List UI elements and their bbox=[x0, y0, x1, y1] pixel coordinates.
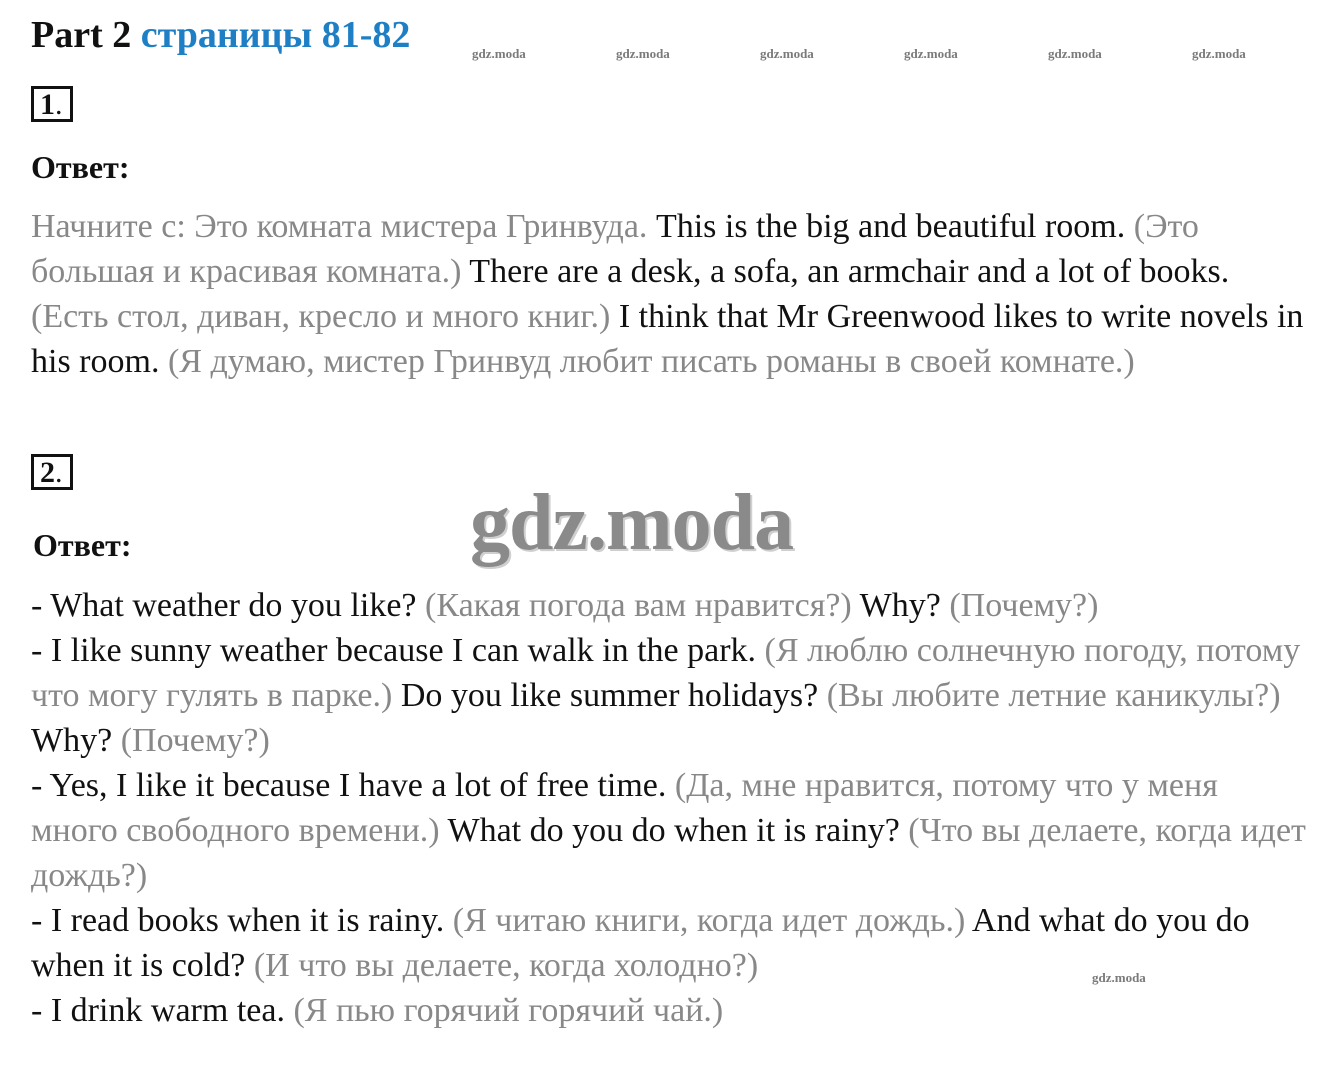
translation-text: Начните с: Это комната мистера Гринвуда. bbox=[31, 208, 648, 245]
english-text: There are a desk, a sofa, an armchair and a lot of books. bbox=[461, 253, 1230, 290]
english-text: What do you do when it is rainy? bbox=[439, 812, 900, 849]
english-text: Do you like summer holidays? bbox=[392, 677, 819, 714]
translation-text: (И что вы делаете, когда холодно?) bbox=[245, 947, 759, 984]
watermark-logo: gdz.moda bbox=[616, 46, 670, 61]
watermark-logo: gdz.moda bbox=[1048, 46, 1102, 61]
translation-text: (Есть стол, диван, кресло и много книг.) bbox=[31, 298, 611, 335]
exercise-number: 1 bbox=[40, 88, 55, 121]
translation-text: (Что вы делаете, когда идет дождь?) bbox=[31, 812, 1306, 894]
translation-text: (Я читаю книги, когда идет дождь.) bbox=[444, 902, 966, 939]
english-text: This is the big and beautiful room. bbox=[647, 208, 1126, 245]
translation-text: (Почему?) bbox=[112, 722, 270, 759]
answer-label: Ответ: bbox=[31, 149, 130, 185]
translation-text: (Я люблю солнечную погоду, потому что могу гулять в парке.) bbox=[31, 632, 1301, 714]
page-header bbox=[31, 10, 410, 60]
english-text: - Yes, I like it because I have a lot of free time. bbox=[31, 767, 667, 804]
translation-text: (Почему?) bbox=[940, 587, 1099, 624]
watermark-big-logo: gdz.moda bbox=[470, 479, 794, 567]
pages-range: страницы 81-82 bbox=[140, 14, 411, 56]
english-text: - I drink warm tea. bbox=[31, 992, 285, 1029]
translation-text: (Я пью горячий горячий чай.) bbox=[284, 992, 724, 1029]
english-text: I think that Mr Greenwood likes to write novels in his room. bbox=[31, 298, 1304, 380]
exercise-number: 2 bbox=[40, 456, 55, 489]
english-text: Why? bbox=[31, 722, 113, 759]
answer-text bbox=[31, 583, 1311, 1033]
english-text: Why? bbox=[851, 587, 941, 624]
watermark-logo: gdz.moda bbox=[1092, 970, 1146, 985]
answer-text bbox=[31, 204, 1311, 384]
exercise-number-box: 1. bbox=[31, 86, 73, 122]
watermark-logo: gdz.moda bbox=[472, 46, 526, 61]
translation-text: (Я думаю, мистер Гринвуд любит писать романы в своей комнате.) bbox=[159, 343, 1135, 380]
translation-text: (Какая погода вам нравится?) bbox=[416, 587, 852, 624]
translation-text: (Вы любите летние каникулы?) bbox=[818, 677, 1281, 714]
part-title: Part 2 bbox=[31, 14, 132, 56]
translation-text: (Это большая и красивая комната.) bbox=[31, 208, 1199, 290]
translation-text: (Да, мне нравится, потому что у меня много свободного времени.) bbox=[31, 767, 1218, 849]
english-text: - I read books when it is rainy. bbox=[31, 902, 445, 939]
answer-label: Ответ: bbox=[33, 527, 132, 563]
english-text: And what do you do when it is cold? bbox=[31, 902, 1250, 984]
english-text: - I like sunny weather because I can walk in the park. bbox=[31, 632, 757, 669]
exercise-number-box: 2. bbox=[31, 454, 73, 490]
watermark-logo: gdz.moda bbox=[904, 46, 958, 61]
english-text: - What weather do you like? bbox=[31, 587, 417, 624]
watermark-logo: gdz.moda bbox=[760, 46, 814, 61]
watermark-logo: gdz.moda bbox=[1192, 46, 1246, 61]
